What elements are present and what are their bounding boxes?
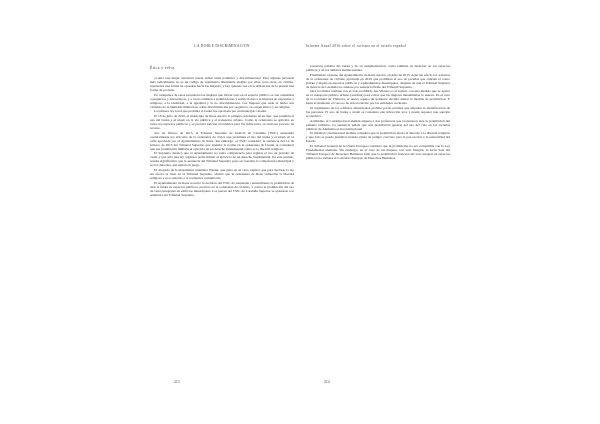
paragraph: Otra localidad catalana con el velo prohibido fue Vilanova i la Geltrú, con una medida que se aplicó en el transporte público urbano (autobús) para evitar que las mujeres musulmanas lo usaran. En el caso de la localidad de Vilanova, el nuevo equipo de gobierno decidió anular la medida de prohibición. Y hasta el momento el caso no ha sido recurrido por las entidades vecinales. <box>306 89 450 106</box>
paragraph: presencia pública del burka y de su estigmatización, como también su mención en los espacios públicos y en los ámbitos institucionales. <box>306 64 450 73</box>
paragraph: El 16 de julio de 2010, el municipio de Reus aprobó la primera ordenanza de su tipo: que prohibía el uso del burka y el niqab en la vía pública y el transporte urbano. Como la ordenanza se aplicaba en todos los espacios públicos y se preveía sanción económica para las infractoras, se abrió un proceso de recurso. <box>150 113 294 131</box>
paragraph: El Ayuntamiento de Reus recurrió la decisión del TSJC de suspender cautelarmente la prohibición de usar el burka en espacios públicos, previsto en la ordenanza de civismo, y contra la prohibición del uso de velos integrales en edificios municipales. Los jueces del TSJC de Cataluña Superior se ajustaron a la sentencia del Tribunal Supremo. <box>150 180 294 197</box>
paragraph: El abogado de la musulmana Islamista Watani, que ganó en su caso, explicó que para declarar la ley sin efecto se basó en el Tribunal Supremo, afirmó que la ordenanza de Reus vulneraba la libertad religiosa y era contraria a la normativa comunitaria. <box>150 168 294 181</box>
paragraph: El Tribunal General de la Unión Europea consideró que la prohibición no era compatible con la Ley Fundamental alemana. Sin embargo, en el caso de las mujeres con velo integral, la Gran Sala del Tribunal Europeo de Derechos Humanos falló que la prohibición francesa del velo integral en espacios públicos no vulnera el Convenio Europeo de Derechos Humanos. <box>306 143 450 161</box>
paragraph: Finalmente, el pleno del Ayuntamiento de Reus aprobó, en julio de 2013, dejar sin efecto los artículos de la ordenanza de civismo aprobada en 2010 que prohibían el uso de prendas que cubrían el rostro (burka y niqab) en espacios públicos y equipamientos municipales, después de que el Tribunal Superior de Justicia de Cataluña los anulara por sentencia firme del Tribunal Supremo. <box>306 72 450 89</box>
left-page <box>150 44 294 384</box>
right-page-body <box>306 64 450 160</box>
page-number-left: 213 <box>174 380 180 384</box>
paragraph: El reglamento de los edificios municipales prohíbe portar prendas que impidan la identificación de las personas. El uso de burka o niqab se considera una infracción leve y puede suponer una sanción económica. <box>306 105 450 119</box>
running-head-right: Informe Anual 2016 sobre el racismo en el estado español <box>306 44 407 48</box>
paragraph: El tribunal constitucional alemán considera que la prohibición afecta al derecho a la libertad religiosa y que sólo se puede justificar cuando exista un peligro concreto para la paz escolar o la neutralidad del Estado. <box>306 131 450 144</box>
paragraph: ¿Cómo una mujer velonarrá puede sumar tanta polémica y discriminación? Para algunas personas más radicalmente no es un código de vestimenta libremente elegido por ellas, para otras, en cambio, representa una forma de opresión hacia las mujeres; y hay quienes ven en la utilización de la prenda una forma de protesta. <box>150 76 294 93</box>
running-head-left: LA DOBLE DISCRIMINACIÓN <box>194 44 250 48</box>
left-page-body <box>150 76 294 197</box>
paragraph: La primera ley local que prohibió el burka fue aprobada por un municipio catalán. <box>154 109 267 114</box>
page-number-right: 214 <box>324 380 330 384</box>
paragraph: Asimismo, el Constitucional alemán ampara a dos profesoras que protestaron ante la prohibición del pañuelo islámico. La sentencia señala que una prohibición general del uso del velo en las escuelas públicas de Alemania es inconstitucional. <box>306 118 450 131</box>
paragraph: En cualquiera de estos escenarios las mujeres que llevan velo en el espacio público se ven sometidas a prejuicios y estereotipos, y a veces también a prohibiciones y restricciones a la libertad de expresión y religiosa, a la identidad, a la igualdad y la no discriminación. Las mujeres que usan el burka son víctimas de la multidiscriminación, sobre discriminación por su género, su origen étnico y su religión. <box>150 92 294 109</box>
right-page <box>306 44 450 384</box>
paragraph: Así, en febrero de 2013, el Tribunal Supremo de Justicia de Cataluña (TSJC) suspendió cautelarmente los artículos de la ordenanza de cívica que prohibían el uso del burka y el niqab en la calle aprobada por el Ayuntamiento de Reus. Sin embargo, el TSJC consideró la sentencia del 14 de febrero de 2013 del Tribunal Supremo que anulaba la norma en la ordenanza de Lleida, al considerar que esa prohibición limitaba el ejercicio de un derecho fundamental como es la libertad religiosa. <box>150 130 294 151</box>
paragraph: El Supremo destacó que el Ayuntamiento no tenía competencia para regular el uso de prendas de vestir y que sólo una ley orgánica podía limitar el ejercicio de un derecho fundamental. En este sentido, resulta significativo que la sentencia del Tribunal Supremo pone en cuestión la competencia municipal y no los derechos que entran en juego. <box>150 151 294 168</box>
section-heading: Ética y velos <box>150 66 175 70</box>
